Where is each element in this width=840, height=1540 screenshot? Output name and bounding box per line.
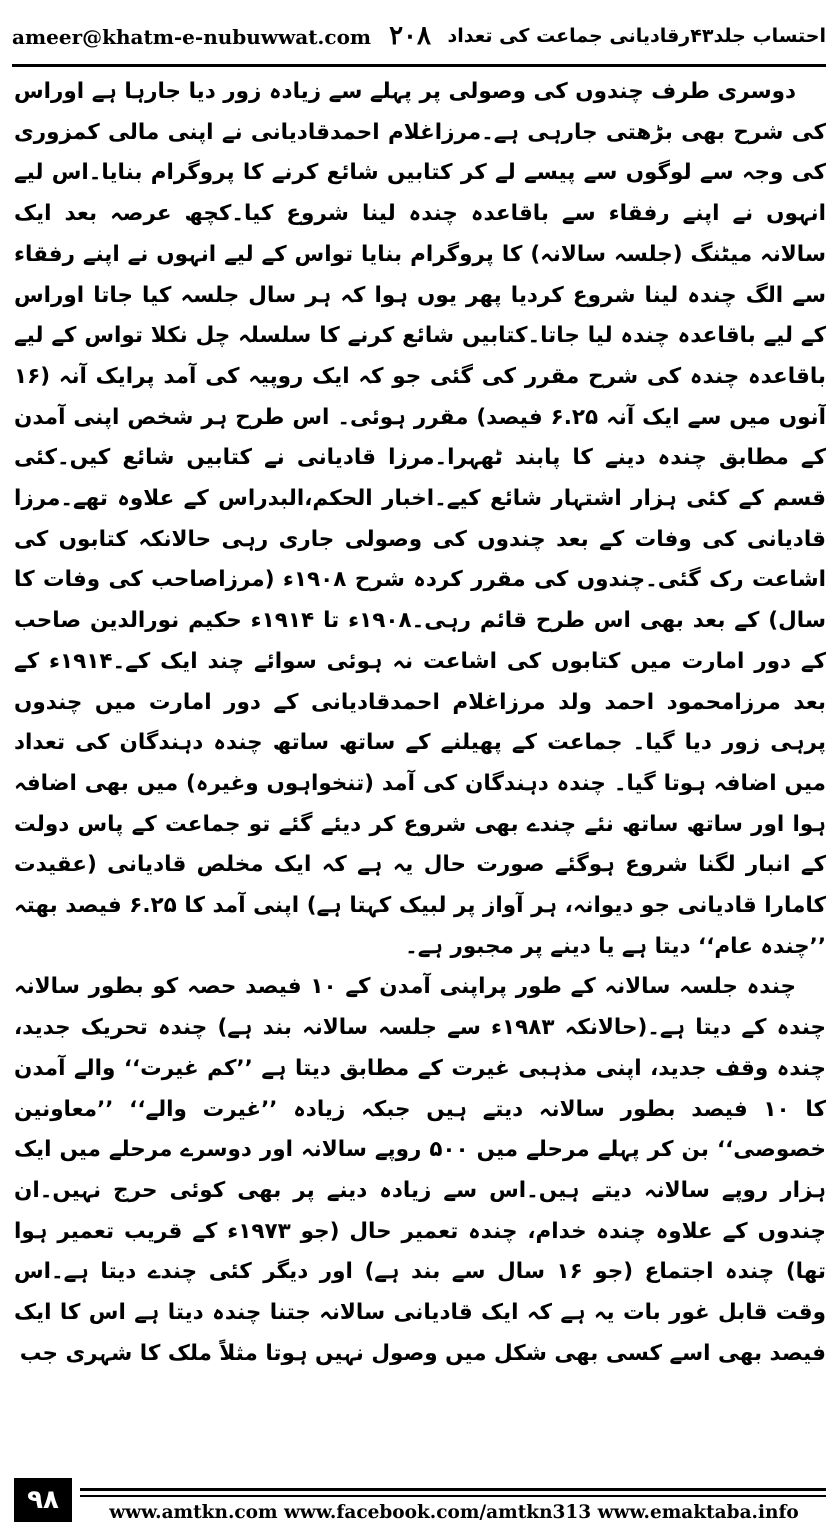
footer-page-number: ۹۸ [14,1478,72,1522]
running-title: احتساب جلد۴۳رقادیانی جماعت کی تعداد [447,25,826,47]
header-page-number: ۲۰۸ [389,21,431,51]
page-footer [0,1476,840,1540]
header-email[interactable]: ameer@khatm-e-nubuwwat.com [12,25,372,49]
body-text [14,72,826,1452]
paragraph-2: چندہ جلسہ سالانہ کے طور پراپنی آمدن کے ۱۰ فیصد حصہ کو بطور سالانہ چندہ کے دیتا ہے۔(حالانکہ ۱۹۸۳ء سے جلسہ سالانہ بند ہے) چندہ تحریک جدید، چندہ وقف جدید، اپنی مذہبی غیرت کے مطابق دیتا ہے ’’کم غیرت‘‘ والے آمدن کا ۱۰ فیصد بطور سالانہ دیتے ہیں جبکہ زیادہ ’’غیرت والے‘‘ ’’معاونین خصوصی‘‘ بن کر پہلے مرحلے میں ۵۰۰ روپے سالانہ اور دوسرے مرحلے میں ایک ہزار روپے سالانہ دیتے ہیں۔اس سے زیادہ دینے پر بھی کوئی حرج نہیں۔ان چندوں کے علاوہ چندہ خدام، چندہ تعمیر حال (جو ۱۹۷۳ء کے قریب تعمیر ہوا تھا) چندہ اجتماع (جو ۱۶ سال سے بند ہے) اور دیگر کئی چندے دیتا ہے۔اس وقت قابل غور بات یہ ہے کہ ایک قادیانی سالانہ جتنا چندہ دیتا ہے اس کا ایک فیصد بھی اسے کسی بھی شکل میں وصول نہیں ہوتا مثلاً ملک کا شہری جب [14,974,826,1366]
footer-website-links[interactable]: www.amtkn.com www.facebook.com/amtkn313 www.emaktaba.info [109,1502,799,1523]
paragraph-1: دوسری طرف چندوں کی وصولی پر پہلے سے زیادہ زور دیا جارہا ہے اوراس کی شرح بھی بڑھتی جارہی ہے۔مرزاغلام احمدقادیانی نے اپنی مالی کمزوری کی وجہ سے لوگوں سے پیسے لے کر کتابیں شائع کرنے کا پروگرام بنایا۔اس لیے انہوں نے اپنے رفقاء سے باقاعدہ چندہ لینا شروع کیا۔کچھ عرصہ بعد ایک سالانہ میٹنگ (جلسہ سالانہ) کا پروگرام بنایا تواس کے لیے انہوں نے اپنے رفقاء سے الگ چندہ لینا شروع کردیا پھر یوں ہوا کہ ہر سال جلسہ کیا جاتا اوراس کے لیے باقاعدہ چندہ لیا جاتا۔کتابیں شائع کرنے کا سلسلہ چل نکلا تواس کے لیے باقاعدہ چندہ کی شرح مقرر کی گئی جو کہ ایک روپیہ کی آمد پرایک آنہ (۱۶ آنوں میں سے ایک آنہ ۶.۲۵ فیصد) مقرر ہوئی۔ اس طرح ہر شخص اپنی آمدن کے مطابق چندہ دینے کا پابند ٹھہرا۔مرزا قادیانی نے کتابیں شائع کیں۔کئی قسم کے کئی ہزار اشتہار شائع کیے۔اخبار الحکم،البدراس کے علاوہ تھے۔مرزا قادیانی کی وفات کے بعد چندوں کی وصولی جاری رہی حالانکہ کتابوں کی اشاعت رک گئی۔چندوں کی مقرر کردہ شرح ۱۹۰۸ء (مرزاصاحب کی وفات کا سال) کے بعد بھی اس طرح قائم رہی۔۱۹۰۸ء تا ۱۹۱۴ء حکیم نورالدین صاحب کے دور امارت میں کتابوں کی اشاعت نہ ہوئی سوائے چند ایک کے۔۱۹۱۴ء کے بعد مرزامحمود احمد ولد مرزاغلام احمدقادیانی کے دور امارت میں چندوں پرہی زور دیا گیا۔ جماعت کے پھیلنے کے ساتھ ساتھ چندہ دہندگان کی تعداد میں اضافہ ہوتا گیا۔ چندہ دہندگان کی آمد (تنخواہوں وغیرہ) میں بھی اضافہ ہوا اور ساتھ ساتھ نئے چندے بھی شروع کر دیئے گئے تو جماعت کے پاس دولت کے انبار لگنا شروع ہوگئے صورت حال یہ ہے کہ ایک مخلص قادیانی (عقیدت کامارا قادیانی جو دیوانہ، ہر آواز پر لبیک کہتا ہے) اپنی آمد کا ۶.۲۵ فیصد بھتہ ’’چندہ عام‘‘ دیتا ہے یا دینے پر مجبور ہے۔ [14,79,826,959]
page-header [12,8,826,67]
footer-rule-thick [80,1488,826,1491]
header-left-group [12,21,431,51]
footer-rule-thin [80,1495,826,1497]
